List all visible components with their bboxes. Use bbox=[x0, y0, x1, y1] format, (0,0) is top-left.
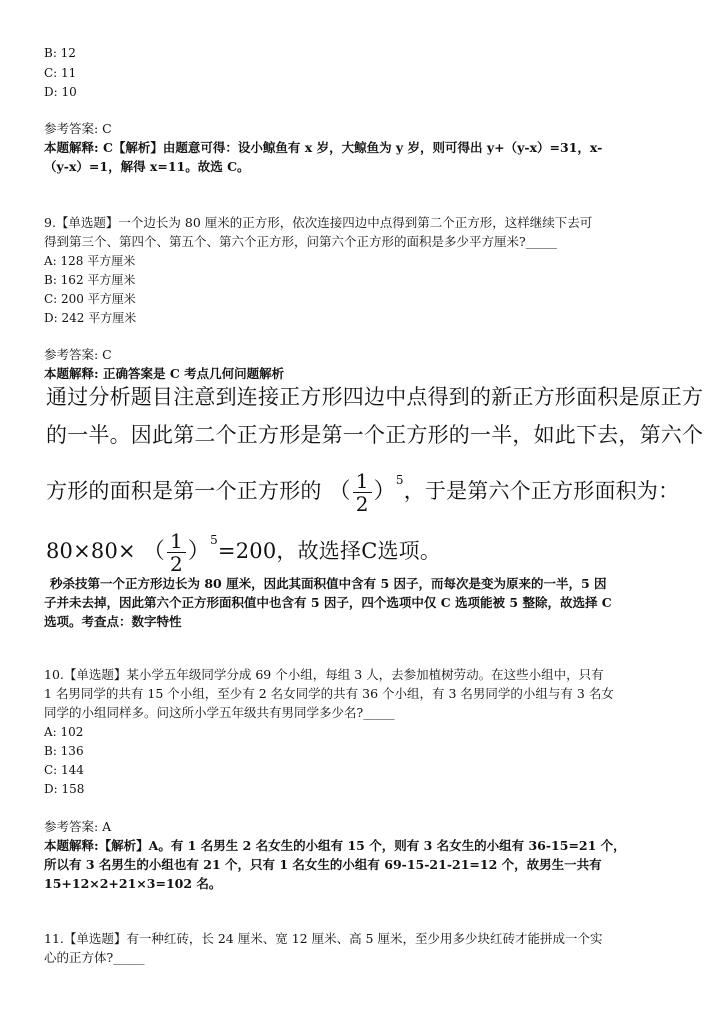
q10-answer: 参考答案: A bbox=[44, 819, 112, 834]
fraction-numerator: 1 bbox=[353, 470, 372, 493]
q9-stem-line-1: 9.【单选题】一个边长为 80 厘米的正方形，依次连接四边中点得到第二个正方形，这样继续下去可 bbox=[44, 215, 593, 230]
q9-option-c: C: 200 平方厘米 bbox=[44, 292, 136, 306]
open-paren: （ bbox=[328, 479, 351, 504]
q9-big-text-line-2: 的一半。因此第二个正方形是第一个正方形的一半，如此下去，第六个 bbox=[46, 423, 704, 447]
q11-stem-line-1: 11.【单选题】有一种红砖，长 24 厘米、宽 12 厘米、高 5 厘米，至少用多少块红砖才能拼成一个实 bbox=[44, 931, 603, 946]
q8-option-d: D: 10 bbox=[44, 85, 77, 99]
q10-option-d: D: 158 bbox=[44, 782, 85, 796]
q10-stem-line-2: 1 名男同学的共有 15 个小组，至少有 2 名女同学的共有 36 个小组，有 3 名男同学的小组与有 3 名女 bbox=[44, 686, 614, 701]
fraction-one-half bbox=[353, 470, 372, 515]
q8-explanation-line-2: （y-x）=1，解得 x=11。故选 C。 bbox=[44, 159, 250, 174]
q9-line-3-prefix: 方形的面积是第一个正方形的 bbox=[46, 479, 322, 503]
q9-option-a: A: 128 平方厘米 bbox=[44, 254, 136, 268]
q9-explanation: 本题解释: 正确答案是 C 考点几何问题解析 bbox=[44, 366, 285, 381]
open-paren-2: （ bbox=[142, 539, 165, 564]
q9-option-d: D: 242 平方厘米 bbox=[44, 311, 137, 325]
q10-explanation-line-1: 本题解释:【解析】A。有 1 名男生 2 名女生的小组有 15 个，则有 3 名女生的小组有 36-15=21 个， bbox=[44, 838, 626, 853]
exponent: 5 bbox=[395, 473, 404, 487]
q9-option-b: B: 162 平方厘米 bbox=[44, 273, 136, 287]
q10-stem-line-1: 10.【单选题】某小学五年级同学分成 69 个小组，每组 3 人，去参加植树劳动。在这些小组中，只有 bbox=[44, 667, 604, 682]
fraction-denominator-2: 2 bbox=[169, 552, 183, 576]
q8-option-b: B: 12 bbox=[44, 46, 76, 60]
fraction-denominator: 2 bbox=[355, 492, 369, 516]
q9-line-3-suffix: ，于是第六个正方形面积为： bbox=[403, 479, 680, 503]
q9-big-text-line-4 bbox=[46, 512, 441, 580]
q9-tip-line-1: 秒杀技第一个正方形边长为 80 厘米，因此其面积值中含有 5 因子，而每次是变为原来的一半，5 因 bbox=[50, 576, 607, 591]
q8-option-c: C: 11 bbox=[44, 66, 77, 80]
q9-tip-line-2: 子并未去掉，因此第六个正方形面积值中也含有 5 因子，四个选项中仅 C 选项能被 5 整除，故选择 C bbox=[44, 595, 612, 610]
q9-big-text-line-3 bbox=[46, 452, 679, 520]
close-paren-2: ） bbox=[187, 539, 211, 564]
q10-explanation-line-2: 所以有 3 名男生的小组也有 21 个，只有 1 名女生的小组有 69-15-21-21=12 个，故男生一共有 bbox=[44, 857, 602, 872]
q9-tip-line-3: 选项。考查点：数字特性 bbox=[44, 614, 182, 629]
q10-option-c: C: 144 bbox=[44, 763, 84, 777]
close-paren: ） bbox=[373, 479, 396, 504]
q10-option-b: B: 136 bbox=[44, 744, 84, 758]
q9-big-text-line-1: 通过分析题目注意到连接正方形四边中点得到的新正方形面积是原正方 bbox=[46, 385, 704, 409]
fraction-one-half-2 bbox=[167, 530, 186, 575]
q8-answer: 参考答案: C bbox=[44, 121, 112, 136]
q10-explanation-line-3: 15+12×2+21×3=102 名。 bbox=[44, 876, 222, 891]
q10-option-a: A: 102 bbox=[44, 725, 84, 739]
q9-answer: 参考答案: C bbox=[44, 347, 112, 362]
exponent-2: 5 bbox=[210, 533, 218, 547]
q9-formula-suffix: =200，故选择C选项。 bbox=[217, 539, 442, 563]
q9-formula-prefix: 80×80× bbox=[46, 539, 136, 563]
q9-stem-line-2: 得到第三个、第四个、第五个、第六个正方形，问第六个正方形的面积是多少平方厘米?_____ bbox=[44, 234, 557, 249]
q8-explanation-line-1: 本题解释: C【解析】由题意可得：设小鲸鱼有 x 岁，大鲸鱼为 y 岁，则可得出 y+（y-x）=31，x- bbox=[44, 140, 603, 155]
q11-stem-line-2: 心的正方体?_____ bbox=[44, 950, 145, 965]
q10-stem-line-3: 同学的小组同样多。问这所小学五年级共有男同学多少名?_____ bbox=[44, 705, 395, 720]
fraction-numerator-2: 1 bbox=[167, 530, 186, 553]
